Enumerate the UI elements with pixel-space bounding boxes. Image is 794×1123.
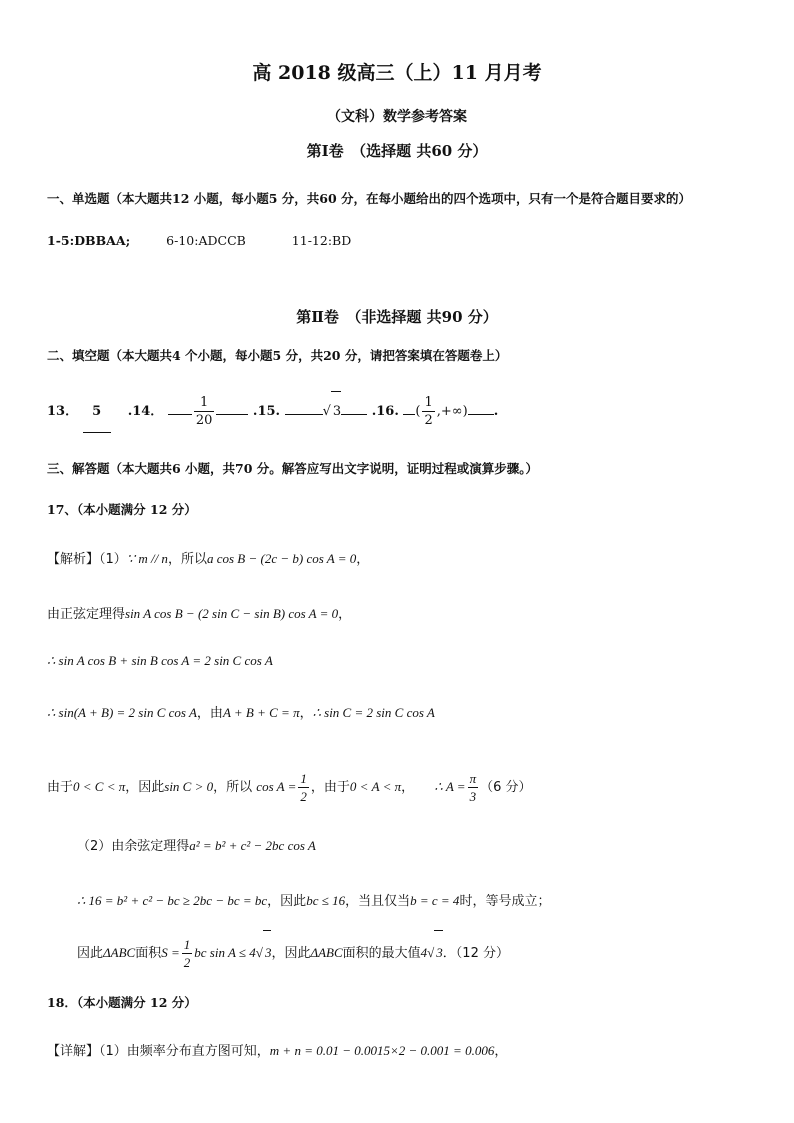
part2-heading: 第Ⅱ卷 （非选择题 共90 分） — [296, 308, 498, 326]
section2-heading: 二、填空题（本大题共4 个小题，每小题5 分，共20 分，请把答案填在答题卷上） — [47, 348, 508, 363]
q14-label: .14． — [127, 404, 164, 419]
q18-title: 18．（本小题满分 12 分） — [47, 995, 197, 1010]
answers-6-10: 6-10:ADCCB — [166, 233, 246, 248]
section1-heading: 一、单选题（本大题共12 小题，每小题5 分，共60 分，在每小题给出的四个选项中，只有一个是符合题目要求的） — [47, 191, 692, 206]
answers-11-12: 11-12:BD — [291, 233, 352, 248]
q17-line4: ∴ sin(A + B) = 2 sin C cos A，由A + B + C = π，∴ sin C = 2 sin C cos A — [47, 705, 435, 721]
answers-1-5: 1-5:DBBAA; — [47, 233, 131, 248]
half-fraction: $\frac{1}{2}$ — [183, 937, 191, 970]
a-fraction: $\frac{\pi}{3}$ — [469, 771, 477, 804]
page-subtitle: （文科）数学参考答案 — [327, 109, 467, 125]
cos-a-fraction: $\frac{1}{2}$ — [300, 771, 307, 804]
fill-in-answers: 13． 5 .14． $\frac{1}{20}$ .15. √ 3 .16. ( $\frac{1}{2}$ ,+∞) . — [47, 391, 498, 431]
q17-line2: 由正弦定理得sin A cos B − (2 sin C − sin B) cos A = 0， — [47, 606, 352, 622]
q15-answer: √ 3 — [323, 404, 342, 419]
q17-line3: ∴ sin A cos B + sin B cos A = 2 sin C cos A — [47, 653, 273, 668]
section3-heading: 三、解答题（本大题共6 小题，共70 分。解答应写出文字说明，证明过程或演算步骤。） — [47, 461, 539, 476]
q13-label: 13． — [47, 404, 79, 419]
q17-line7: ∴ 16 = b² + c² − bc ≥ 2bc − bc = bc，因此bc ≤ 16，当且仅当b = c = 4时，等号成立； — [77, 893, 551, 909]
q17-line8: 因此ΔABC面积S = $\frac{1}{2}$ bc sin A ≤ 4√ 3，因此ΔABC面积的最大值4√ 3．（12 分） — [77, 930, 509, 974]
q14-fraction: $\frac{1}{20}$ — [195, 395, 213, 428]
q16-answer: ( $\frac{1}{2}$ ,+∞) — [415, 395, 468, 428]
q17-title: 17、（本小题满分 12 分） — [47, 502, 197, 517]
q13-answer: 5 — [83, 392, 111, 433]
q15-label: .15. — [252, 404, 281, 419]
q17-line1: 【解析】（1）∵ m // n，所以a cos B − (2c − b) cos A = 0， — [47, 551, 370, 567]
q18-line1: 【详解】（1）由频率分布直方图可知，m + n = 0.01 − 0.0015×2 − 0.001 = 0.006， — [47, 1043, 508, 1059]
q16-label: .16. — [371, 404, 399, 419]
q17-line6: （2）由余弦定理得a² = b² + c² − 2bc cos A — [77, 838, 316, 854]
q17-line5: 由于0 < C < π，因此sin C > 0，所以 cos A = $\frac{1}{2}$ ，由于0 < A < π， ∴ A = $\frac{\pi}{3}$ （6 分） — [47, 771, 532, 804]
part1-heading: 第Ⅰ卷 （选择题 共60 分） — [306, 142, 488, 160]
page-title: 高 2018 级高三（上）11 月月考 — [252, 62, 542, 84]
section1-answers — [47, 233, 351, 248]
